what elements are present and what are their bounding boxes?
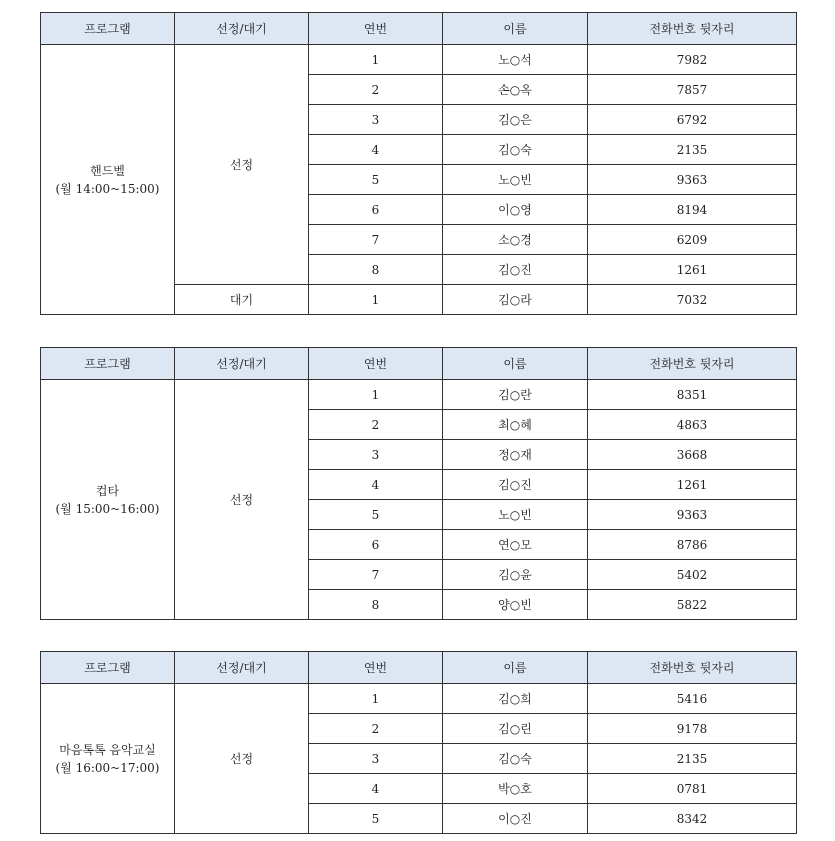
- status-cell: 대기: [175, 285, 309, 315]
- header-name: 이름: [443, 13, 588, 45]
- row-phone: 2135: [588, 744, 797, 774]
- row-number: 2: [309, 410, 443, 440]
- row-phone: 1261: [588, 255, 797, 285]
- program-cell: [41, 45, 175, 315]
- row-number: 7: [309, 560, 443, 590]
- row-name: 양○빈: [443, 590, 588, 620]
- program-name: 핸드벨: [90, 163, 125, 178]
- row-number: 3: [309, 105, 443, 135]
- header-number: 연번: [309, 348, 443, 380]
- row-number: 6: [309, 530, 443, 560]
- row-number: 1: [309, 285, 443, 315]
- row-name: 노○빈: [443, 500, 588, 530]
- row-name: 소○경: [443, 225, 588, 255]
- row-name: 이○영: [443, 195, 588, 225]
- row-phone: 3668: [588, 440, 797, 470]
- table-row: [41, 380, 797, 410]
- row-phone: 9178: [588, 714, 797, 744]
- program-time: (월 16:00~17:00): [55, 760, 160, 775]
- table-row: [41, 45, 797, 75]
- row-name: 박○호: [443, 774, 588, 804]
- header-name: 이름: [443, 652, 588, 684]
- row-name: 김○진: [443, 470, 588, 500]
- program-cell: [41, 380, 175, 620]
- header-status: 선정/대기: [175, 652, 309, 684]
- row-number: 7: [309, 225, 443, 255]
- row-number: 4: [309, 135, 443, 165]
- program-cell: [41, 684, 175, 834]
- row-number: 1: [309, 684, 443, 714]
- program-table-cupta: [40, 347, 797, 620]
- row-phone: 9363: [588, 165, 797, 195]
- row-number: 5: [309, 165, 443, 195]
- header-program: 프로그램: [41, 652, 175, 684]
- row-name: 김○라: [443, 285, 588, 315]
- row-phone: 9363: [588, 500, 797, 530]
- row-name: 김○진: [443, 255, 588, 285]
- row-name: 김○숙: [443, 135, 588, 165]
- row-number: 8: [309, 590, 443, 620]
- row-phone: 8786: [588, 530, 797, 560]
- row-name: 이○진: [443, 804, 588, 834]
- header-row: [41, 348, 797, 380]
- program-name: 컵타: [95, 483, 120, 498]
- row-phone: 7032: [588, 285, 797, 315]
- row-name: 김○은: [443, 105, 588, 135]
- row-name: 김○란: [443, 380, 588, 410]
- row-phone: 8342: [588, 804, 797, 834]
- row-number: 6: [309, 195, 443, 225]
- header-name: 이름: [443, 348, 588, 380]
- row-phone: 5416: [588, 684, 797, 714]
- program-time: (월 14:00~15:00): [55, 181, 160, 196]
- row-number: 4: [309, 774, 443, 804]
- row-phone: 6792: [588, 105, 797, 135]
- row-number: 2: [309, 714, 443, 744]
- row-phone: 7982: [588, 45, 797, 75]
- header-status: 선정/대기: [175, 348, 309, 380]
- header-number: 연번: [309, 652, 443, 684]
- row-name: 정○재: [443, 440, 588, 470]
- row-number: 4: [309, 470, 443, 500]
- row-number: 3: [309, 744, 443, 774]
- status-cell: 선정: [175, 45, 309, 285]
- status-cell: 선정: [175, 684, 309, 834]
- row-name: 김○윤: [443, 560, 588, 590]
- row-phone: 8194: [588, 195, 797, 225]
- program-name: 마음톡톡 음악교실: [59, 742, 156, 757]
- row-name: 노○빈: [443, 165, 588, 195]
- row-number: 5: [309, 500, 443, 530]
- header-phone: 전화번호 뒷자리: [588, 13, 797, 45]
- header-phone: 전화번호 뒷자리: [588, 652, 797, 684]
- row-number: 2: [309, 75, 443, 105]
- program-table-music-class: [40, 651, 797, 834]
- table-row: [41, 684, 797, 714]
- row-name: 노○석: [443, 45, 588, 75]
- row-number: 5: [309, 804, 443, 834]
- row-phone: 0781: [588, 774, 797, 804]
- header-row: [41, 13, 797, 45]
- row-number: 1: [309, 380, 443, 410]
- header-number: 연번: [309, 13, 443, 45]
- row-phone: 5822: [588, 590, 797, 620]
- row-phone: 6209: [588, 225, 797, 255]
- header-program: 프로그램: [41, 13, 175, 45]
- header-program: 프로그램: [41, 348, 175, 380]
- header-phone: 전화번호 뒷자리: [588, 348, 797, 380]
- header-row: [41, 652, 797, 684]
- row-number: 3: [309, 440, 443, 470]
- row-phone: 4863: [588, 410, 797, 440]
- row-name: 김○린: [443, 714, 588, 744]
- row-name: 김○희: [443, 684, 588, 714]
- row-name: 연○모: [443, 530, 588, 560]
- header-status: 선정/대기: [175, 13, 309, 45]
- row-phone: 7857: [588, 75, 797, 105]
- row-name: 손○옥: [443, 75, 588, 105]
- program-table-handbell: [40, 12, 797, 315]
- program-time: (월 15:00~16:00): [55, 501, 160, 516]
- row-phone: 5402: [588, 560, 797, 590]
- row-number: 1: [309, 45, 443, 75]
- row-phone: 2135: [588, 135, 797, 165]
- row-name: 최○혜: [443, 410, 588, 440]
- row-phone: 1261: [588, 470, 797, 500]
- status-cell: 선정: [175, 380, 309, 620]
- row-phone: 8351: [588, 380, 797, 410]
- row-name: 김○숙: [443, 744, 588, 774]
- row-number: 8: [309, 255, 443, 285]
